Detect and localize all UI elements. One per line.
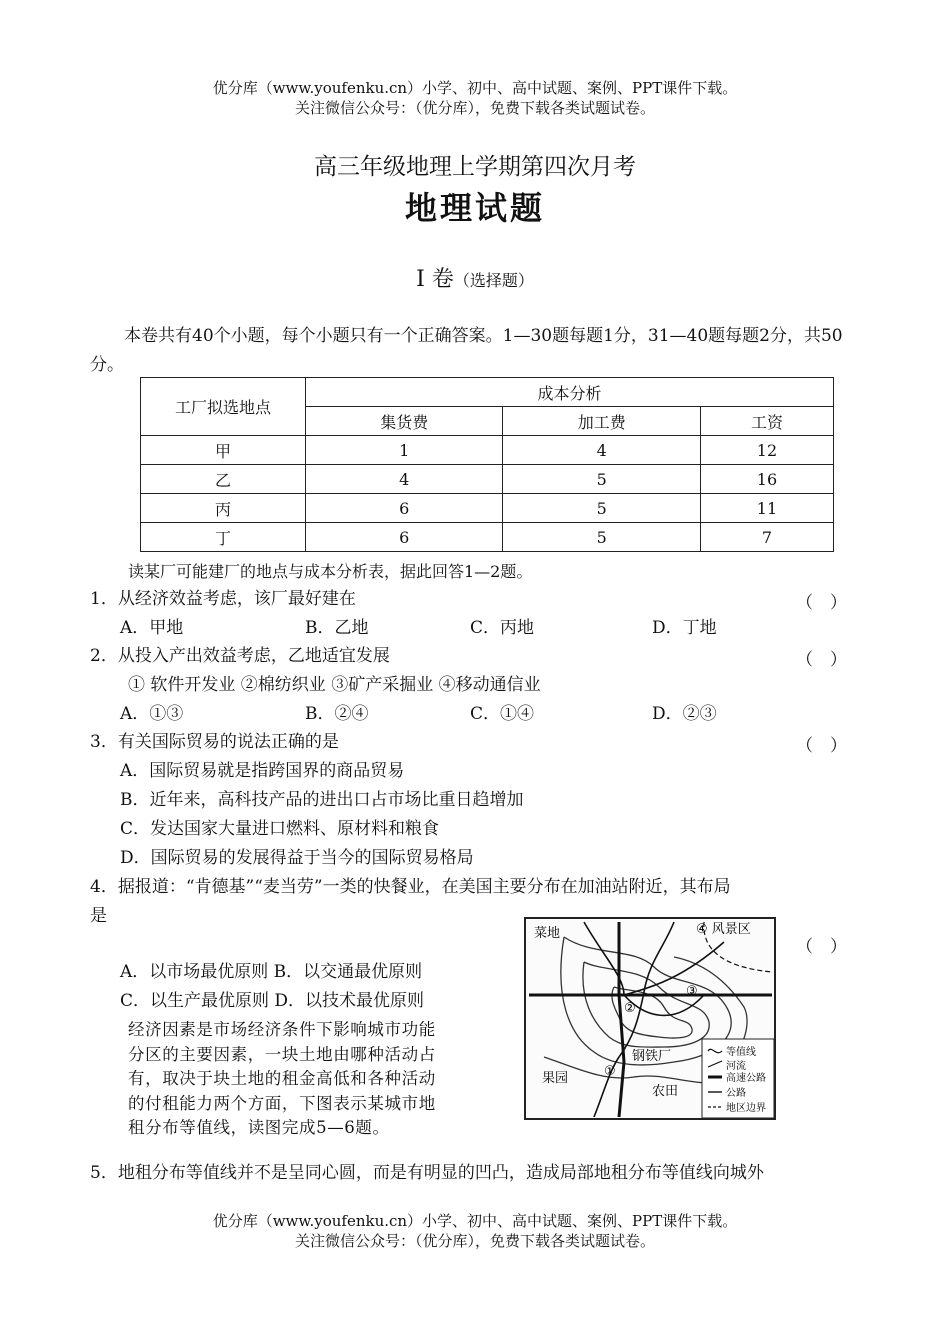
label-steel-plant: 钢铁厂 <box>632 1049 672 1064</box>
site-cell: 乙 <box>141 465 306 494</box>
table-row <box>141 436 834 465</box>
q3-option-b[interactable]: B．近年来，高科技产品的进出口占市场比重日趋增加 <box>120 790 524 810</box>
value-cell: 6 <box>306 523 503 552</box>
q4-options-cd[interactable]: C．以生产最优原则 D．以技术最优原则 <box>120 991 425 1011</box>
q1-option-b[interactable]: B．乙地 <box>305 618 369 638</box>
q2-answer-slot[interactable]: （ ） <box>796 650 847 670</box>
exam-title: 高三年级地理上学期第四次月考 <box>314 154 636 180</box>
col-header: 加工费 <box>503 407 700 436</box>
header-line-2: 关注微信公众号：（优分库），免费下载各类试题试卷。 <box>294 99 655 117</box>
q1-option-a[interactable]: A．甲地 <box>120 618 184 638</box>
table-row <box>141 494 834 523</box>
table-row <box>141 523 834 552</box>
q2-option-d[interactable]: D．②③ <box>652 704 717 724</box>
q2-option-a[interactable]: A．①③ <box>120 704 184 724</box>
legend-label: 河流 <box>726 1061 746 1072</box>
q4-answer-slot[interactable]: （ ） <box>796 937 847 957</box>
value-cell: 5 <box>503 465 700 494</box>
footer-line-2: 关注微信公众号：（优分库），免费下载各类试题试卷。 <box>294 1232 655 1250</box>
label-farmland: 农田 <box>652 1084 679 1099</box>
q2-items: ① 软件开发业 ②棉纺织业 ③矿产采掘业 ④移动通信业 <box>128 675 541 695</box>
legend-label: 高速公路 <box>726 1073 766 1084</box>
legend-label: 公路 <box>726 1088 746 1099</box>
subject-title: 地理试题 <box>404 189 545 227</box>
passage-line: 有，取决于块土地的租金高低和各种活动 <box>128 1069 436 1088</box>
passage-line: 的付租能力两个方面，下图表示某城市地 <box>128 1093 436 1113</box>
label-vegetable-land: 菜地 <box>534 926 561 941</box>
cost-header: 成本分析 <box>306 378 834 407</box>
site-cell: 甲 <box>141 436 306 465</box>
passage-line: 经济因素是市场经济条件下影响城市功能 <box>128 1020 436 1039</box>
passage-line: 分区的主要因素，一块土地由哪种活动占 <box>128 1044 436 1064</box>
q3-option-d[interactable]: D．国际贸易的发展得益于当今的国际贸易格局 <box>120 848 474 868</box>
value-cell: 12 <box>700 436 833 465</box>
passage <box>128 1018 478 1141</box>
marker-1: ① <box>604 1064 616 1079</box>
value-cell: 6 <box>306 494 503 523</box>
value-cell: 4 <box>503 436 700 465</box>
table-row <box>141 465 834 494</box>
site-header: 工厂拟选地点 <box>141 378 306 436</box>
q1-option-d[interactable]: D．丁地 <box>652 618 717 638</box>
value-cell: 11 <box>700 494 833 523</box>
label-scenic-area: ④ 风景区 <box>696 922 751 937</box>
marker-3: ③ <box>686 984 698 999</box>
marker-2: ② <box>624 1001 636 1016</box>
legend-label: 地区边界 <box>726 1103 766 1114</box>
value-cell: 5 <box>503 494 700 523</box>
site-cell: 丁 <box>141 523 306 552</box>
instructions: 本卷共有40个小题，每个小题只有一个正确答案。1—30题每题1分，31—40题每题2分，共50分。 <box>90 326 843 375</box>
value-cell: 5 <box>503 523 700 552</box>
section-title <box>0 262 950 293</box>
q4-options-ab[interactable]: A．以市场最优原则 B．以交通最优原则 <box>120 962 423 982</box>
table-caption: 读某厂可能建厂的地点与成本分析表，据此回答1—2题。 <box>128 562 533 581</box>
q2-option-c[interactable]: C．①④ <box>470 704 535 724</box>
site-cell: 丙 <box>141 494 306 523</box>
q1-stem: 1．从经济效益考虑，该厂最好建在 <box>90 589 356 609</box>
q3-option-c[interactable]: C．发达国家大量进口燃料、原材料和粮食 <box>120 819 440 839</box>
q3-stem: 3．有关国际贸易的说法正确的是 <box>90 732 339 752</box>
land-rent-map <box>524 917 776 1120</box>
value-cell: 1 <box>306 436 503 465</box>
value-cell: 16 <box>700 465 833 494</box>
col-header: 工资 <box>700 407 833 436</box>
legend-label: 等值线 <box>726 1047 756 1058</box>
q4-stem: 4．据报道：“肯德基”“麦当劳”一类的快餐业，在美国主要分布在加油站附近，其布局 <box>90 877 731 897</box>
section-note: （选择题） <box>453 271 534 290</box>
passage-line: 租分布等值线，读图完成5—6题。 <box>128 1118 390 1137</box>
q2-option-b[interactable]: B．②④ <box>305 704 369 724</box>
q1-option-c[interactable]: C．丙地 <box>470 618 535 638</box>
q4-stem-cont: 是 <box>90 906 107 926</box>
q3-answer-slot[interactable]: （ ） <box>796 736 847 756</box>
value-cell: 4 <box>306 465 503 494</box>
section-label: Ⅰ 卷 <box>416 267 454 292</box>
q2-stem: 2．从投入产出效益考虑，乙地适宜发展 <box>90 646 390 666</box>
label-orchard: 果园 <box>542 1071 569 1086</box>
q1-answer-slot[interactable]: （ ） <box>796 593 847 613</box>
footer-line-1: 优分库（www.youfenku.cn）小学、初中、高中试题、案例、PPT课件下载。 <box>212 1212 738 1230</box>
q3-option-a[interactable]: A．国际贸易就是指跨国界的商品贸易 <box>120 761 405 781</box>
col-header: 集货费 <box>306 407 503 436</box>
q5-stem: 5．地租分布等值线并不是呈同心圆，而是有明显的凹凸，造成局部地租分布等值线向城外 <box>90 1163 764 1183</box>
value-cell: 7 <box>700 523 833 552</box>
cost-table <box>140 377 834 552</box>
header-line-1: 优分库（www.youfenku.cn）小学、初中、高中试题、案例、PPT课件下载。 <box>212 79 738 97</box>
